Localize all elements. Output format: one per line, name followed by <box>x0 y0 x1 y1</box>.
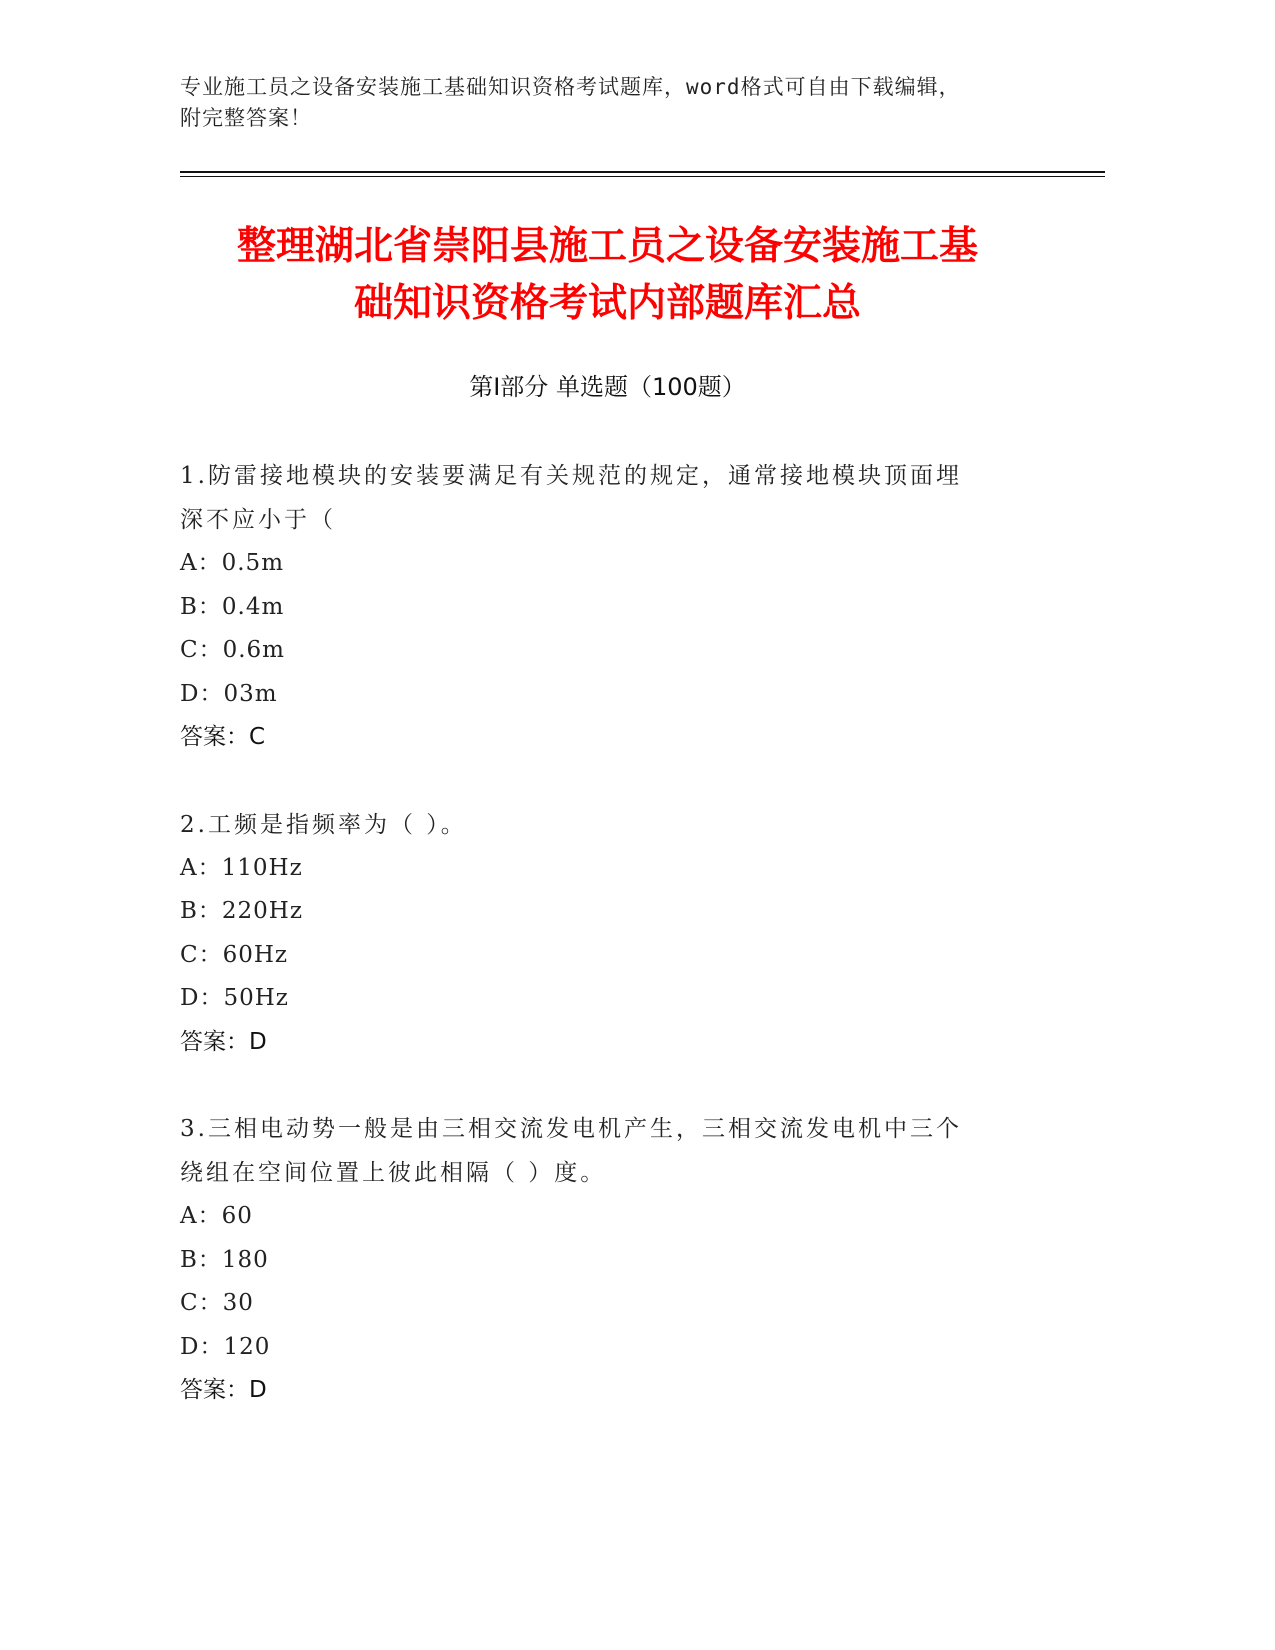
option-d: D：03m <box>180 680 278 707</box>
option-c: C：0.6m <box>180 637 285 663</box>
question-item <box>180 1107 1080 1413</box>
document-title-line: 整理湖北省崇阳县施工员之设备安装施工基 <box>236 224 978 269</box>
option-c: C：30 <box>180 1290 254 1316</box>
section-title: 第Ⅰ部分 单选题（100题） <box>469 373 746 401</box>
question-item <box>180 454 1080 760</box>
option-d: D：50Hz <box>180 985 289 1011</box>
header-note-line: 附完整答案！ <box>180 106 312 130</box>
answer-text: 答案：D <box>180 1028 267 1055</box>
question-text: 深不应小于（ <box>180 507 336 533</box>
option-d: D：120 <box>180 1333 271 1360</box>
option-b: B：0.4m <box>180 593 285 620</box>
header-divider-thick <box>180 171 1105 173</box>
option-a: A：60 <box>180 1203 253 1229</box>
header-note-line: 专业施工员之设备安装施工基础知识资格考试题库，word格式可自由下载编辑， <box>180 75 961 99</box>
question-item <box>180 803 1080 1065</box>
document-title <box>160 218 1055 332</box>
option-a: A：0.5m <box>180 550 284 576</box>
answer-text: 答案：D <box>180 1377 267 1403</box>
document-title-line: 础知识资格考试内部题库汇总 <box>353 281 861 326</box>
header-note <box>180 72 1060 134</box>
option-b: B：180 <box>180 1246 269 1273</box>
question-list <box>180 454 1080 1456</box>
header-divider-thin <box>180 176 1105 177</box>
option-b: B：220Hz <box>180 898 303 924</box>
question-text: 绕组在空间位置上彼此相隔（ ）度。 <box>180 1160 607 1186</box>
question-text: 3.三相电动势一般是由三相交流发电机产生，三相交流发电机中三个 <box>180 1116 962 1142</box>
answer-text: 答案：C <box>180 724 266 750</box>
option-c: C：60Hz <box>180 941 289 968</box>
question-text: 1.防雷接地模块的安装要满足有关规范的规定，通常接地模块顶面埋 <box>180 463 962 489</box>
option-a: A：110Hz <box>180 854 303 881</box>
question-text: 2.工频是指频率为（ ）。 <box>180 811 467 838</box>
